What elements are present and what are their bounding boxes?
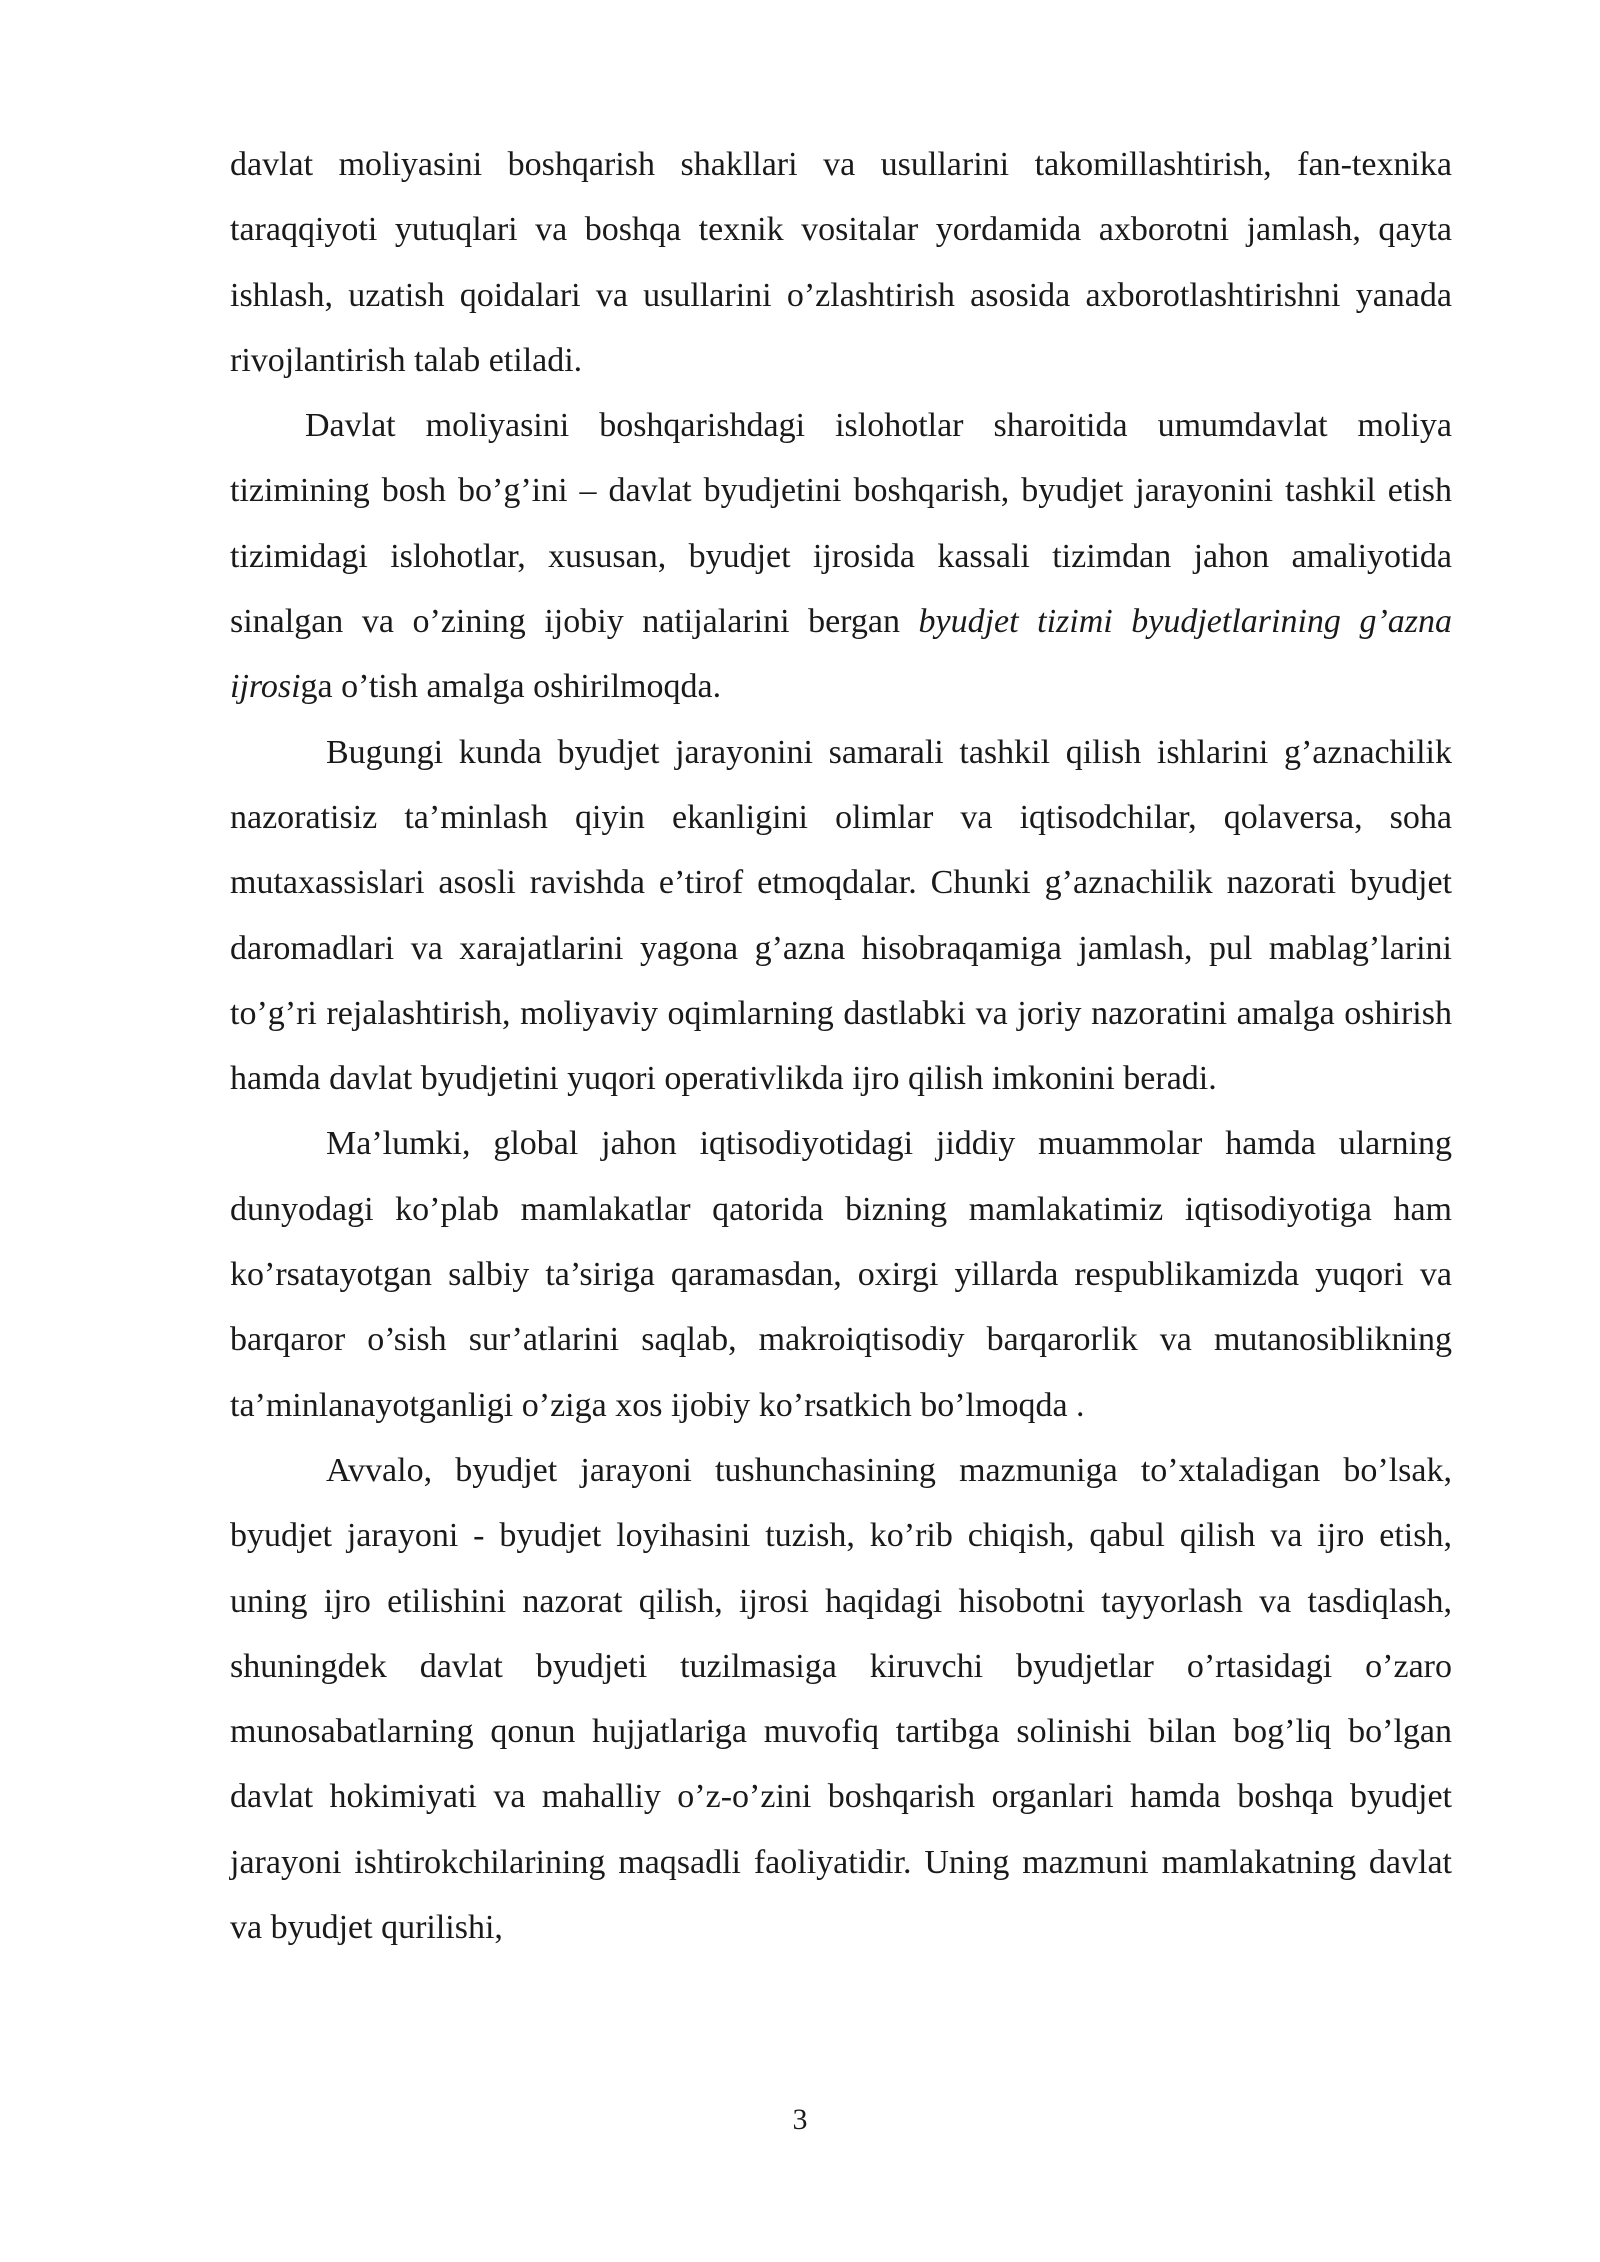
paragraph-1: davlat moliyasini boshqarish shakllari va usullarini takomillashtirish, fan-texnika taraqqiyoti yutuqlari va boshqa texnik vositalar yordamida axborotni jamlash, qayta ishlash, uzatish qoidalari va usullarini o’zlashtirish asosida axborotlashtirishni yanada rivojlantirish talab etiladi. xyxy=(230,146,1452,379)
document-page xyxy=(230,132,1452,1960)
paragraph-2-text-end: ga o’tish amalga oshirilmoqda. xyxy=(300,668,722,706)
paragraph-2-italic-term: byudjet tizimi byudjetlarining g’azna ijrosi xyxy=(230,603,1453,706)
paragraph-2 xyxy=(230,393,1452,719)
paragraph-4: Ma’lumki, global jahon iqtisodiyotidagi jiddiy muammolar hamda ularning dunyodagi ko’plab mamlakatlar qatorida bizning mamlakatimiz iqtisodiyotiga ham ko’rsatayotgan salbiy ta’siriga qaramasdan, oxirgi yillarda respublikamizda yuqori va barqaror o’sish sur’atlarini saqlab, makroiqtisodiy barqarorlik va mutanosiblikning ta’minlanayotganligi o’ziga xos ijobiy ko’rsatkich bo’lmoqda . xyxy=(230,1125,1452,1424)
paragraph-2-text: Davlat moliyasini boshqarishdagi islohotlar sharoitida umumdavlat moliya tizimining bosh bo’g’ini – davlat byudjetini boshqarish, byudjet jarayonini tashkil etish tizimidagi islohotlar, xususan, byudjet ijrosida kassali tizimdan jahon amaliyotida sinalgan va o’zining ijobiy natijalarini bergan xyxy=(230,407,1452,641)
page-number: 3 xyxy=(792,2103,808,2136)
paragraph-5: Avvalo, byudjet jarayoni tushunchasining mazmuniga to’xtaladigan bo’lsak, byudjet jarayoni - byudjet loyihasini tuzish, ko’rib chiqish, qabul qilish va ijro etish, uning ijro etilishini nazorat qilish, ijrosi haqidagi hisobotni tayyorlash va tasdiqlash, shuningdek davlat byudjeti tuzilmasiga kiruvchi byudjetlar o’rtasidagi o’zaro munosabatlarning qonun hujjatlariga muvofiq tartibga solinishi bilan bog’liq bo’lgan davlat hokimiyati va mahalliy o’z-o’zini boshqarish organlari hamda boshqa byudjet jarayoni ishtirokchilarining maqsadli faoliyatidir. Uning mazmuni mamlakatning davlat va byudjet qurilishi, xyxy=(230,1451,1452,1947)
paragraph-3: Bugungi kunda byudjet jarayonini samarali tashkil qilish ishlarini g’aznachilik nazoratisiz ta’minlash qiyin ekanligini olimlar va iqtisodchilar, qolaversa, soha mutaxassislari asosli ravishda e’tirof etmoqdalar. Chunki g’aznachilik nazorati byudjet daromadlari va xarajatlarini yagona g’azna hisobraqamiga jamlash, pul mablag’larini to’g’ri rejalashtirish, moliyaviy oqimlarning dastlabki va joriy nazoratini amalga oshirish hamda davlat byudjetini yuqori operativlikda ijro qilish imkonini beradi. xyxy=(230,733,1452,1098)
